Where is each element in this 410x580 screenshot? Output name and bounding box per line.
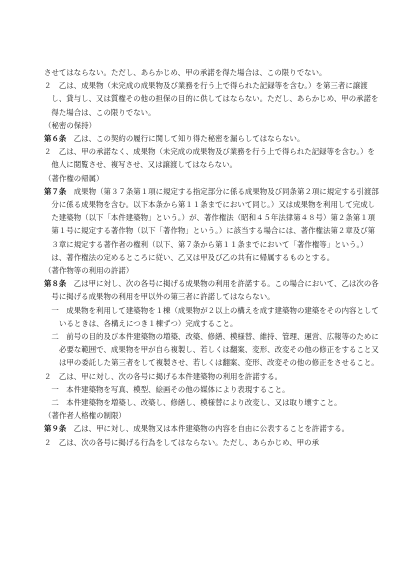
article-8 bbox=[44, 277, 382, 303]
section-heading-confidentiality: （秘密の保持） bbox=[44, 120, 97, 130]
document-body bbox=[44, 66, 382, 449]
section-heading-usage-license: （著作物等の利用の許諾） bbox=[44, 266, 134, 276]
article-text: 乙は、甲に対し、成果物又は本件建築物の内容を自由に公表することを許諾する。 bbox=[73, 424, 350, 434]
article-text: 乙は甲に対し、次の各号に掲げる成果物の利用を許諾する。この場合において、乙は次の各号に掲げる成果物の利用を甲以外の第三者に許諾してはならない。 bbox=[51, 279, 379, 302]
article-7 bbox=[44, 185, 382, 264]
article-number: 第９条 bbox=[44, 424, 67, 434]
sub-item-2: 二 本件建築物を増築し、改築し、修繕し、模様替により改変し、又は取り壊すこと。 bbox=[51, 398, 342, 408]
article-9 bbox=[44, 422, 382, 435]
article-number: 第８条 bbox=[44, 279, 67, 289]
article-number: 第６条 bbox=[44, 134, 67, 144]
paragraph-item-2: ２ 乙は、次の各号に掲げる行為をしてはならない。ただし、あらかじめ、甲の承 bbox=[44, 437, 320, 447]
sub-item-1: 一 成果物を利用して建築物を１棟（成果物が２以上の構えを成す建築物の建築をその内容としているときは、各構えにつき１棟ずつ）完成すること。 bbox=[51, 305, 379, 328]
sub-item-2: 二 前号の目的及び本件建築物の増築、改築、修繕、模様替、維持、管理、運営、広報等のために必要な範囲で、成果物を甲が自ら複製し、若しくは翻案、変形、改変その他の修正をすること又は甲の委託した第三者をして複製させ、若しくは翻案、変形、改変その他の修正をさせること。 bbox=[51, 332, 379, 368]
article-text: 乙は、この契約の履行に関して知り得た秘密を漏らしてはならない。 bbox=[73, 134, 305, 144]
sub-item-1: 一 本件建築物を写真、模型、絵画その他の媒体により表現すること。 bbox=[51, 384, 290, 394]
section-heading-moral-rights: （著作者人格権の制限） bbox=[44, 411, 126, 421]
paragraph-item-2: ２ 乙は、甲の承諾なく、成果物（未完成の成果物及び業務を行う上で得られた記録等を含む。）を他人に閲覧させ、複写させ、又は譲渡してはならない。 bbox=[44, 147, 375, 170]
paragraph-item-2: ２ 乙は、甲に対し、次の各号に掲げる本件建築物の利用を許諾する。 bbox=[44, 371, 283, 381]
paragraph-continuation: させてはならない。ただし、あらかじめ、甲の承諾を得た場合は、この限りでない。 bbox=[44, 68, 327, 77]
section-heading-copyright-ownership: （著作権の帰属） bbox=[44, 173, 104, 183]
paragraph-item-2: ２ 乙は、成果物（未完成の成果物及び業務を行う上で得られた記録等を含む。）を第三者に譲渡し、貸与し、又は質権その他の担保の目的に供してはならない。ただし、あらかじめ、甲の承諾を得た場合は、この限りでない。 bbox=[44, 81, 379, 117]
article-number: 第７条 bbox=[44, 186, 67, 196]
article-text: 成果物（第３７条第１項に規定する指定部分に係る成果物及び同条第２項に規定する引渡部分に係る成果物を含む。以下本条から第１１条までにおいて同じ。）又は成果物を利用して完成した建築物（以下「本件建築物」という。）が、著作権法（昭和４５年法律第４８号）第２条第１項第１号に規定する著作物（以下「著作物」という。）に該当する場合には、著作権法第２章及び第３章に規定する著作者の権利（以下、第７条から第１１条までにおいて「著作権等」という。）は、著作権法の定めるところに従い、乙又は甲及び乙の共有に帰属するものとする。 bbox=[51, 186, 379, 262]
article-6 bbox=[44, 132, 382, 145]
